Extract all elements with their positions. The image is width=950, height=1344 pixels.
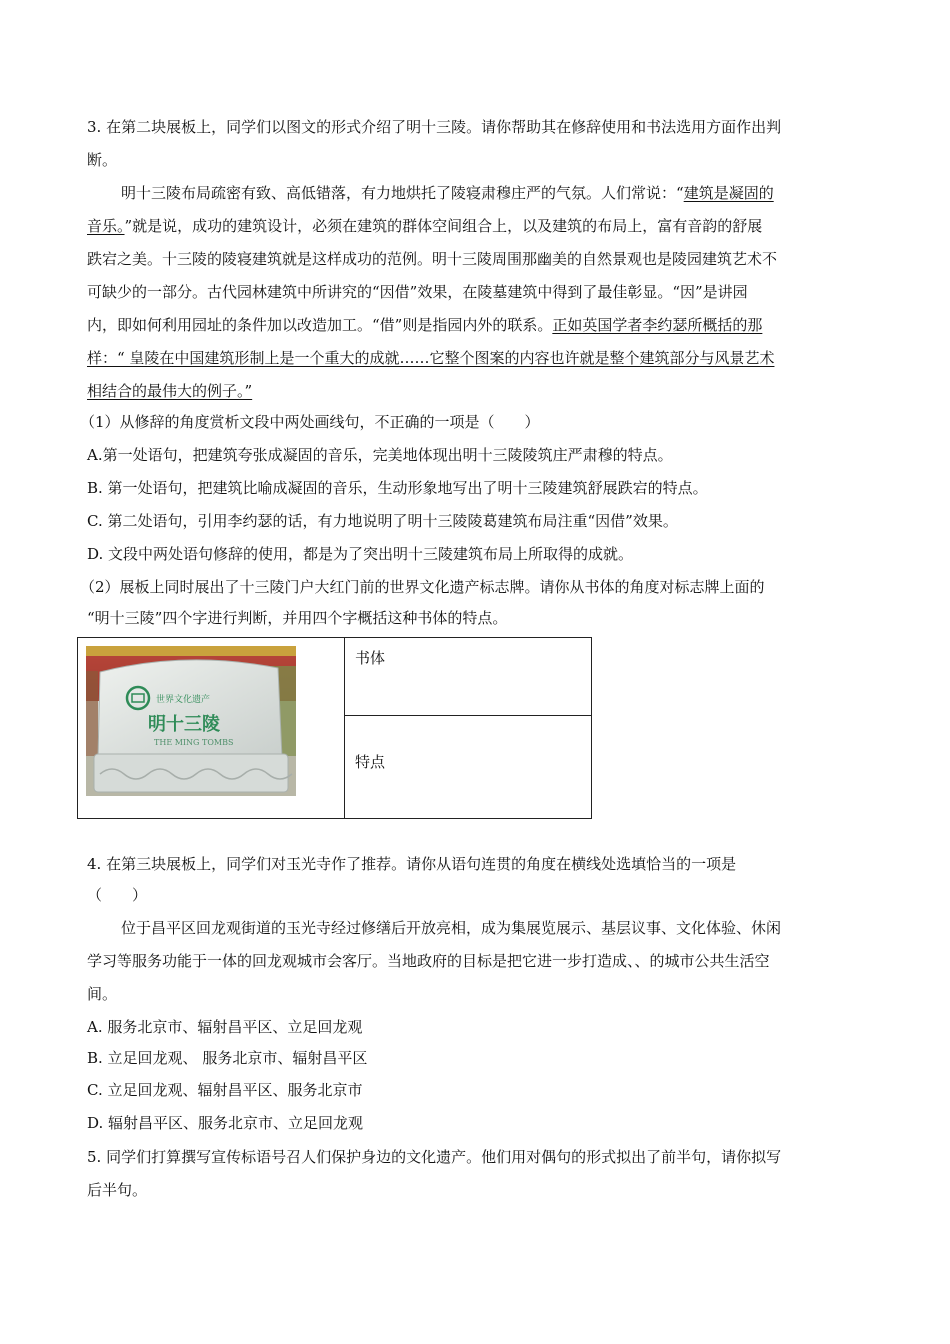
q4-option-a[interactable]: A. 服务北京市、辐射昌平区、立足回龙观 — [87, 1018, 363, 1036]
q4-passage-line3: 间。 — [87, 985, 118, 1003]
q3-passage-line4: 可缺少的一部分。古代园林建筑中所讲究的“因借”效果，在陵墓建筑中得到了最佳彰显。“因”是讲园 — [87, 283, 748, 301]
q4-option-b[interactable]: B. 立足回龙观、 服务北京市、辐射昌平区 — [87, 1049, 368, 1067]
q4-passage-line1: 位于昌平区回龙观街道的玉光寺经过修缮后开放亮相，成为集展览展示、基层议事、文化体验、休闲 — [121, 919, 782, 937]
q3-sub1-prompt: （1）从修辞的角度赏析文段中两处画线句，不正确的一项是（ ） — [80, 413, 540, 431]
q3-option-b[interactable]: B. 第一处语句，把建筑比喻成凝固的音乐，生动形象地写出了明十三陵建筑舒展跌宕的特点。 — [87, 479, 708, 497]
sign-heritage-text: 世界文化遗产 — [156, 695, 211, 705]
q3-passage-line1: 明十三陵布局疏密有致、高低错落，有力地烘托了陵寝肃穆庄严的气氛。人们常说：“建筑是凝固的 — [121, 184, 774, 202]
q4-intro-line1: 4. 在第三块展板上，同学们对玉光寺作了推荐。请你从语句连贯的角度在横线处选填恰当的一项是 — [87, 855, 737, 873]
underlined-sentence-2-end: 相结合的最伟大的例子。” — [87, 382, 253, 400]
underlined-sentence-2: 正如英国学者李约瑟所概括的那 — [552, 316, 763, 334]
q3-sub2-prompt-line2: “明十三陵”四个字进行判断，并用四个字概括这种书体的特点。 — [87, 609, 508, 627]
features-cell[interactable] — [345, 716, 592, 819]
heritage-stele-photo — [86, 646, 296, 796]
features-label: 特点 — [355, 753, 386, 772]
q3-option-d[interactable]: D. 文段中两处语句修辞的使用，都是为了突出明十三陵建筑布局上所取得的成就。 — [87, 545, 634, 563]
q3-option-c[interactable]: C. 第二处语句，引用李约瑟的话，有力地说明了明十三陵陵葛建筑布局注重“因借”效果。 — [87, 512, 678, 530]
q3-passage-line7 — [87, 381, 252, 401]
sign-english-text: THE MING TOMBS — [154, 738, 234, 747]
q5-line2: 后半句。 — [87, 1181, 148, 1199]
q4-passage-line2: 学习等服务功能于一体的回龙观城市会客厅。当地政府的目标是把它进一步打造成、、的城市公共生活空 — [87, 952, 770, 970]
q3-passage-line2: 音乐。”就是说，成功的建筑设计，必须在建筑的群体空间组合上，以及建筑的布局上，富有音韵的舒展 — [87, 217, 763, 235]
answer-table — [77, 637, 592, 819]
left-tree — [86, 671, 98, 761]
calligraphy-style-label: 书体 — [355, 649, 386, 667]
q5-line1: 5. 同学们打算撰写宣传标语号召人们保护身边的文化遗产。他们用对偶句的形式拟出了前半句，请你拟写 — [87, 1148, 782, 1166]
underlined-sentence-2-cont: 样：“ 皇陵在中国建筑形制上是一个重大的成就……它整个图案的内容也许就是整个建筑部分与风景艺术 — [87, 349, 775, 367]
underlined-sentence-1: 建筑是凝固的 — [683, 184, 774, 202]
q3-intro-line1: 3. 在第二块展板上，同学们以图文的形式介绍了明十三陵。请你帮助其在修辞使用和书法选用方面作出判 — [87, 118, 782, 136]
q4-option-d[interactable]: D. 辐射昌平区、服务北京市、立足回龙观 — [87, 1114, 364, 1132]
q3-intro-line2: 断。 — [87, 151, 118, 169]
q4-option-c[interactable]: C. 立足回龙观、辐射昌平区、服务北京市 — [87, 1081, 363, 1099]
q4-intro-line2: （ ） — [87, 886, 148, 904]
q3-passage-line5: 内，即如何利用园址的条件加以改造加工。“借”则是指园内外的联系。正如英国学者李约瑟所概括的那 — [87, 316, 763, 334]
stele-photo-cell — [78, 638, 345, 819]
q3-passage-line3: 跌宕之美。十三陵的陵寝建筑就是这样成功的范例。明十三陵周围那幽美的自然景观也是陵园建筑艺术不 — [87, 250, 778, 268]
q3-option-a[interactable]: A.第一处语句，把建筑夸张成凝固的音乐，完美地体现出明十三陵陵筑庄严肃穆的特点。 — [87, 446, 673, 464]
yellow-roof — [86, 646, 296, 656]
sign-title-text: 明十三陵 — [148, 714, 220, 735]
underlined-sentence-1-end: 音乐。 — [87, 217, 125, 235]
q3-passage-line6 — [87, 348, 774, 368]
q3-sub2-prompt-line1: （2）展板上同时展出了十三陵门户大红门前的世界文化遗产标志牌。请你从书体的角度对标志牌上面的 — [80, 578, 765, 596]
calligraphy-style-cell[interactable] — [345, 638, 592, 716]
